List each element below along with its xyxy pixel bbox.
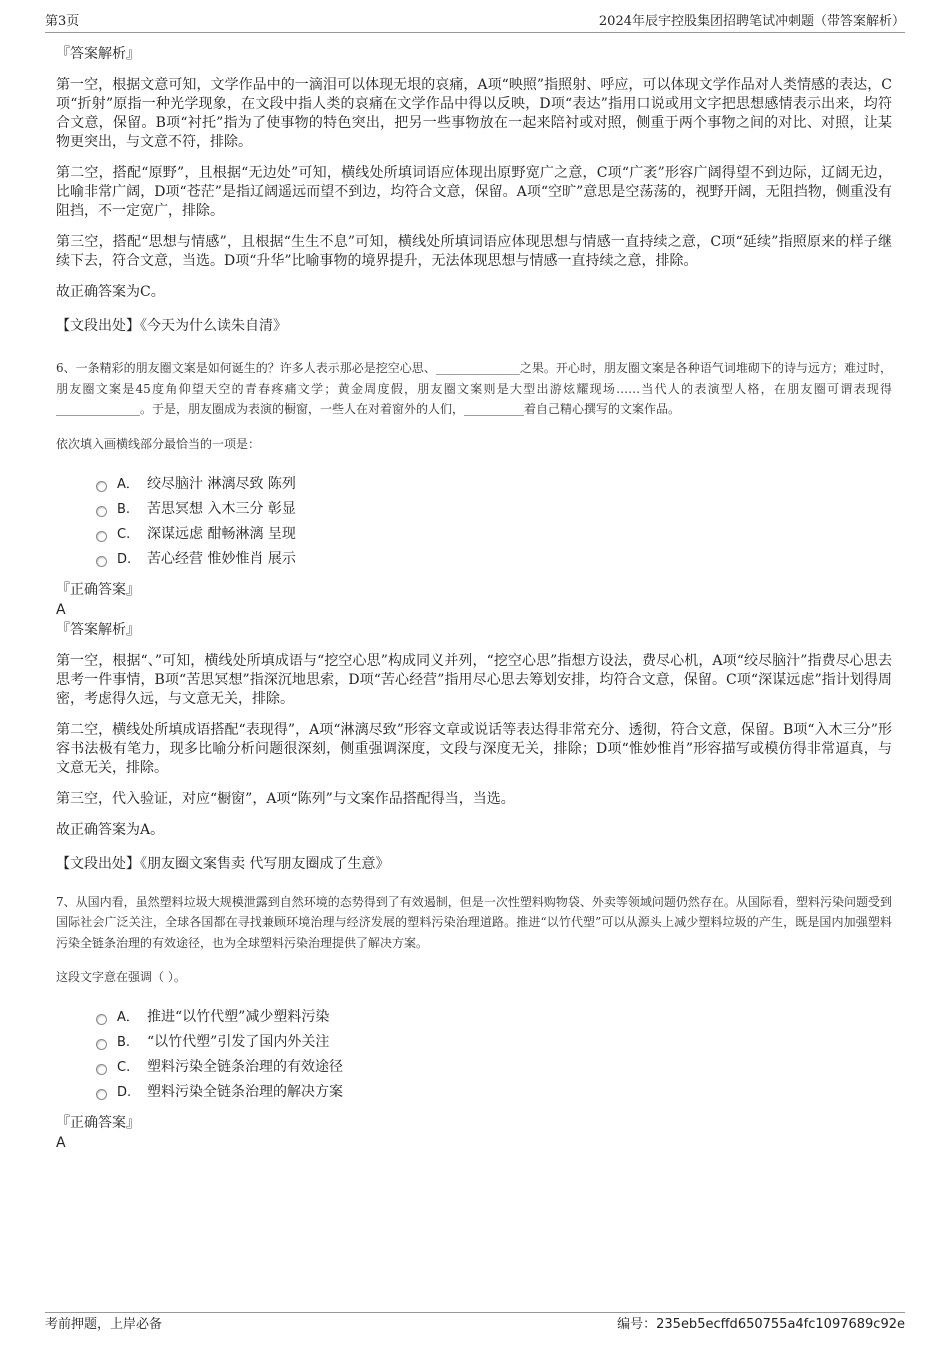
analysis-paragraph: 第二空，横线处所填成语搭配“表现得”，A项“淋漓尽致”形容文章或说话等表达得非常充分、透彻，符合文意，保留。B项“入木三分”形容书法极有笔力，现多比喻分析问题很深刻，侧重强调深度，文段与深度无关，排除；D项“惟妙惟肖”形容描写或模仿得非常逼真，与文意无关，排除。 — [56, 721, 892, 776]
option-text: 绞尽脑汁 淋漓尽致 陈列 — [147, 475, 296, 492]
correct-answer: A — [56, 601, 66, 618]
option-text: 深谋远虑 酣畅淋漓 呈现 — [147, 525, 296, 542]
question-6-text: 6、一条精彩的朋友圈文案是如何诞生的？许多人表示那必是挖空心思、______________之果。开心时，朋友圈文案是各种语气词堆砌下的诗与远方；难过时，朋友圈文案是45度角仰望天空的青春疼痛文学；黄金周度假，朋友圈文案则是大型出游炫耀现场……当代人的表演型人格，在朋友圈可谓表现得______________。于是，朋友圈成为表演的橱窗，一些人在对着窗外的人们，__________着自己精心撰写的文案作品。 — [56, 361, 892, 416]
document-id: 编号：235eb5ecffd650755a4fc1097689c92e — [617, 1317, 905, 1332]
correct-answer-label: 『正确答案』 — [56, 1115, 140, 1131]
analysis-label: 『答案解析』 — [56, 621, 140, 638]
page-header — [45, 12, 905, 33]
question-6-prompt: 依次填入画横线部分最恰当的一项是： — [56, 436, 261, 451]
option-text: 推进“以竹代塑”减少塑料污染 — [147, 1009, 330, 1025]
analysis-paragraph: 第一空，根据“、”可知，横线处所填成语与“挖空心思”构成同义并列，“挖空心思”指想方设法，费尽心机，A项“绞尽脑汁”指费尽心思去思考一件事情，B项“苦思冥想”指深沉地思索，D项“苦心经营”指用尽心思去筹划安排，均符合文意，保留。C项“深谋远虑”指计划得周密，考虑得久远，与文意无关，排除。 — [56, 652, 892, 707]
analysis-conclusion: 故正确答案为A。 — [56, 821, 165, 838]
option-text: 苦思冥想 入木三分 彰显 — [147, 500, 296, 517]
radio-icon[interactable] — [96, 531, 107, 542]
radio-icon[interactable] — [96, 1089, 107, 1100]
radio-icon[interactable] — [96, 1039, 107, 1050]
radio-icon[interactable] — [96, 481, 107, 492]
source-citation: 【文段出处】《今天为什么读朱自清》 — [56, 318, 287, 334]
option-c[interactable]: C. 塑料污染全链条治理的有效途径 — [96, 1055, 892, 1080]
option-text: 塑料污染全链条治理的解决方案 — [147, 1084, 343, 1100]
correct-answer: A — [56, 1135, 66, 1151]
analysis-paragraph: 第一空，根据文意可知，文学作品中的一滴泪可以体现无垠的哀痛，A项“映照”指照射、呼应，可以体现文学作品对人类情感的表达，C项“折射”原指一种光学现象，在文段中指人类的哀痛在文学作品中得以反映，D项“表达”指用口说或用文字把思想感情表示出来，均符合文意，保留。B项“衬托”指为了使事物的特色突出，把另一些事物放在一起来陪衬或对照，侧重于两个事物之间的对比、对照，让某物更突出，与文意不符，排除。 — [56, 77, 892, 150]
radio-icon[interactable] — [96, 556, 107, 567]
option-a[interactable]: A． 推进“以竹代塑”减少塑料污染 — [96, 1005, 892, 1030]
document-title: 2024年辰宇控股集团招聘笔试冲刺题（带答案解析） — [598, 14, 905, 29]
footer-slogan: 考前押题，上岸必备 — [45, 1317, 163, 1332]
option-text: 塑料污染全链条治理的有效途径 — [147, 1059, 343, 1075]
page-content — [56, 44, 892, 1153]
analysis-paragraph: 第三空，搭配“思想与情感”，且根据“生生不息”可知，横线处所填词语应体现思想与情感一直持续之意，C项“延续”指照原来的样子继续下去，符合文意，当选。D项“升华”比喻事物的境界提升，无法体现思想与情感一直持续之意，排除。 — [56, 234, 892, 269]
option-a[interactable]: A． 绞尽脑汁 淋漓尽致 陈列 — [96, 472, 892, 497]
option-text: “以竹代塑”引发了国内外关注 — [147, 1034, 330, 1050]
analysis-paragraph: 第三空，代入验证，对应“橱窗”，A项“陈列”与文案作品搭配得当，当选。 — [56, 790, 515, 807]
radio-icon[interactable] — [96, 1064, 107, 1075]
radio-icon[interactable] — [96, 506, 107, 517]
option-text: 苦心经营 惟妙惟肖 展示 — [147, 550, 296, 567]
correct-answer-label: 『正确答案』 — [56, 581, 140, 598]
analysis-paragraph: 第二空，搭配“原野”，且根据“无边处”可知，横线处所填词语应体现出原野宽广之意，C项“广袤”形容广阔得望不到边际，辽阔无边，比喻非常广阔，D项“苍茫”是指辽阔遥远而望不到边，均符合文意，保留。A项“空旷”意思是空荡荡的，视野开阔，无阻挡物，侧重没有阻挡，不一定宽广，排除。 — [56, 165, 892, 219]
page-footer — [45, 1312, 905, 1335]
question-7-options — [96, 1005, 892, 1105]
radio-icon[interactable] — [96, 1014, 107, 1025]
option-d[interactable]: D. 苦心经营 惟妙惟肖 展示 — [96, 547, 892, 572]
source-citation: 【文段出处】《朋友圈文案售卖 代写朋友圈成了生意》 — [56, 855, 390, 872]
question-7-prompt: 这段文字意在强调（ ）。 — [56, 970, 186, 984]
question-7-text: 7、从国内看，虽然塑料垃圾大规模泄露到自然环境的态势得到了有效遏制，但是一次性塑料购物袋、外卖等领域问题仍然存在。从国际看，塑料污染问题受到国际社会广泛关注，全球各国都在寻找兼顾环境治理与经济发展的塑料污染治理道路。推进“以竹代塑”可以从源头上减少塑料垃圾的产生，既是国内加强塑料污染全链条治理的有效途径，也为全球塑料污染治理提供了解决方案。 — [56, 894, 892, 950]
analysis-label: 『答案解析』 — [56, 46, 140, 62]
option-d[interactable]: D. 塑料污染全链条治理的解决方案 — [96, 1080, 892, 1105]
option-c[interactable]: C. 深谋远虑 酣畅淋漓 呈现 — [96, 522, 892, 547]
analysis-conclusion: 故正确答案为C。 — [56, 284, 165, 300]
option-b[interactable]: B. “以竹代塑”引发了国内外关注 — [96, 1030, 892, 1055]
page-number: 第3页 — [45, 14, 80, 29]
option-b[interactable]: B. 苦思冥想 入木三分 彰显 — [96, 497, 892, 522]
question-6-options — [96, 472, 892, 572]
